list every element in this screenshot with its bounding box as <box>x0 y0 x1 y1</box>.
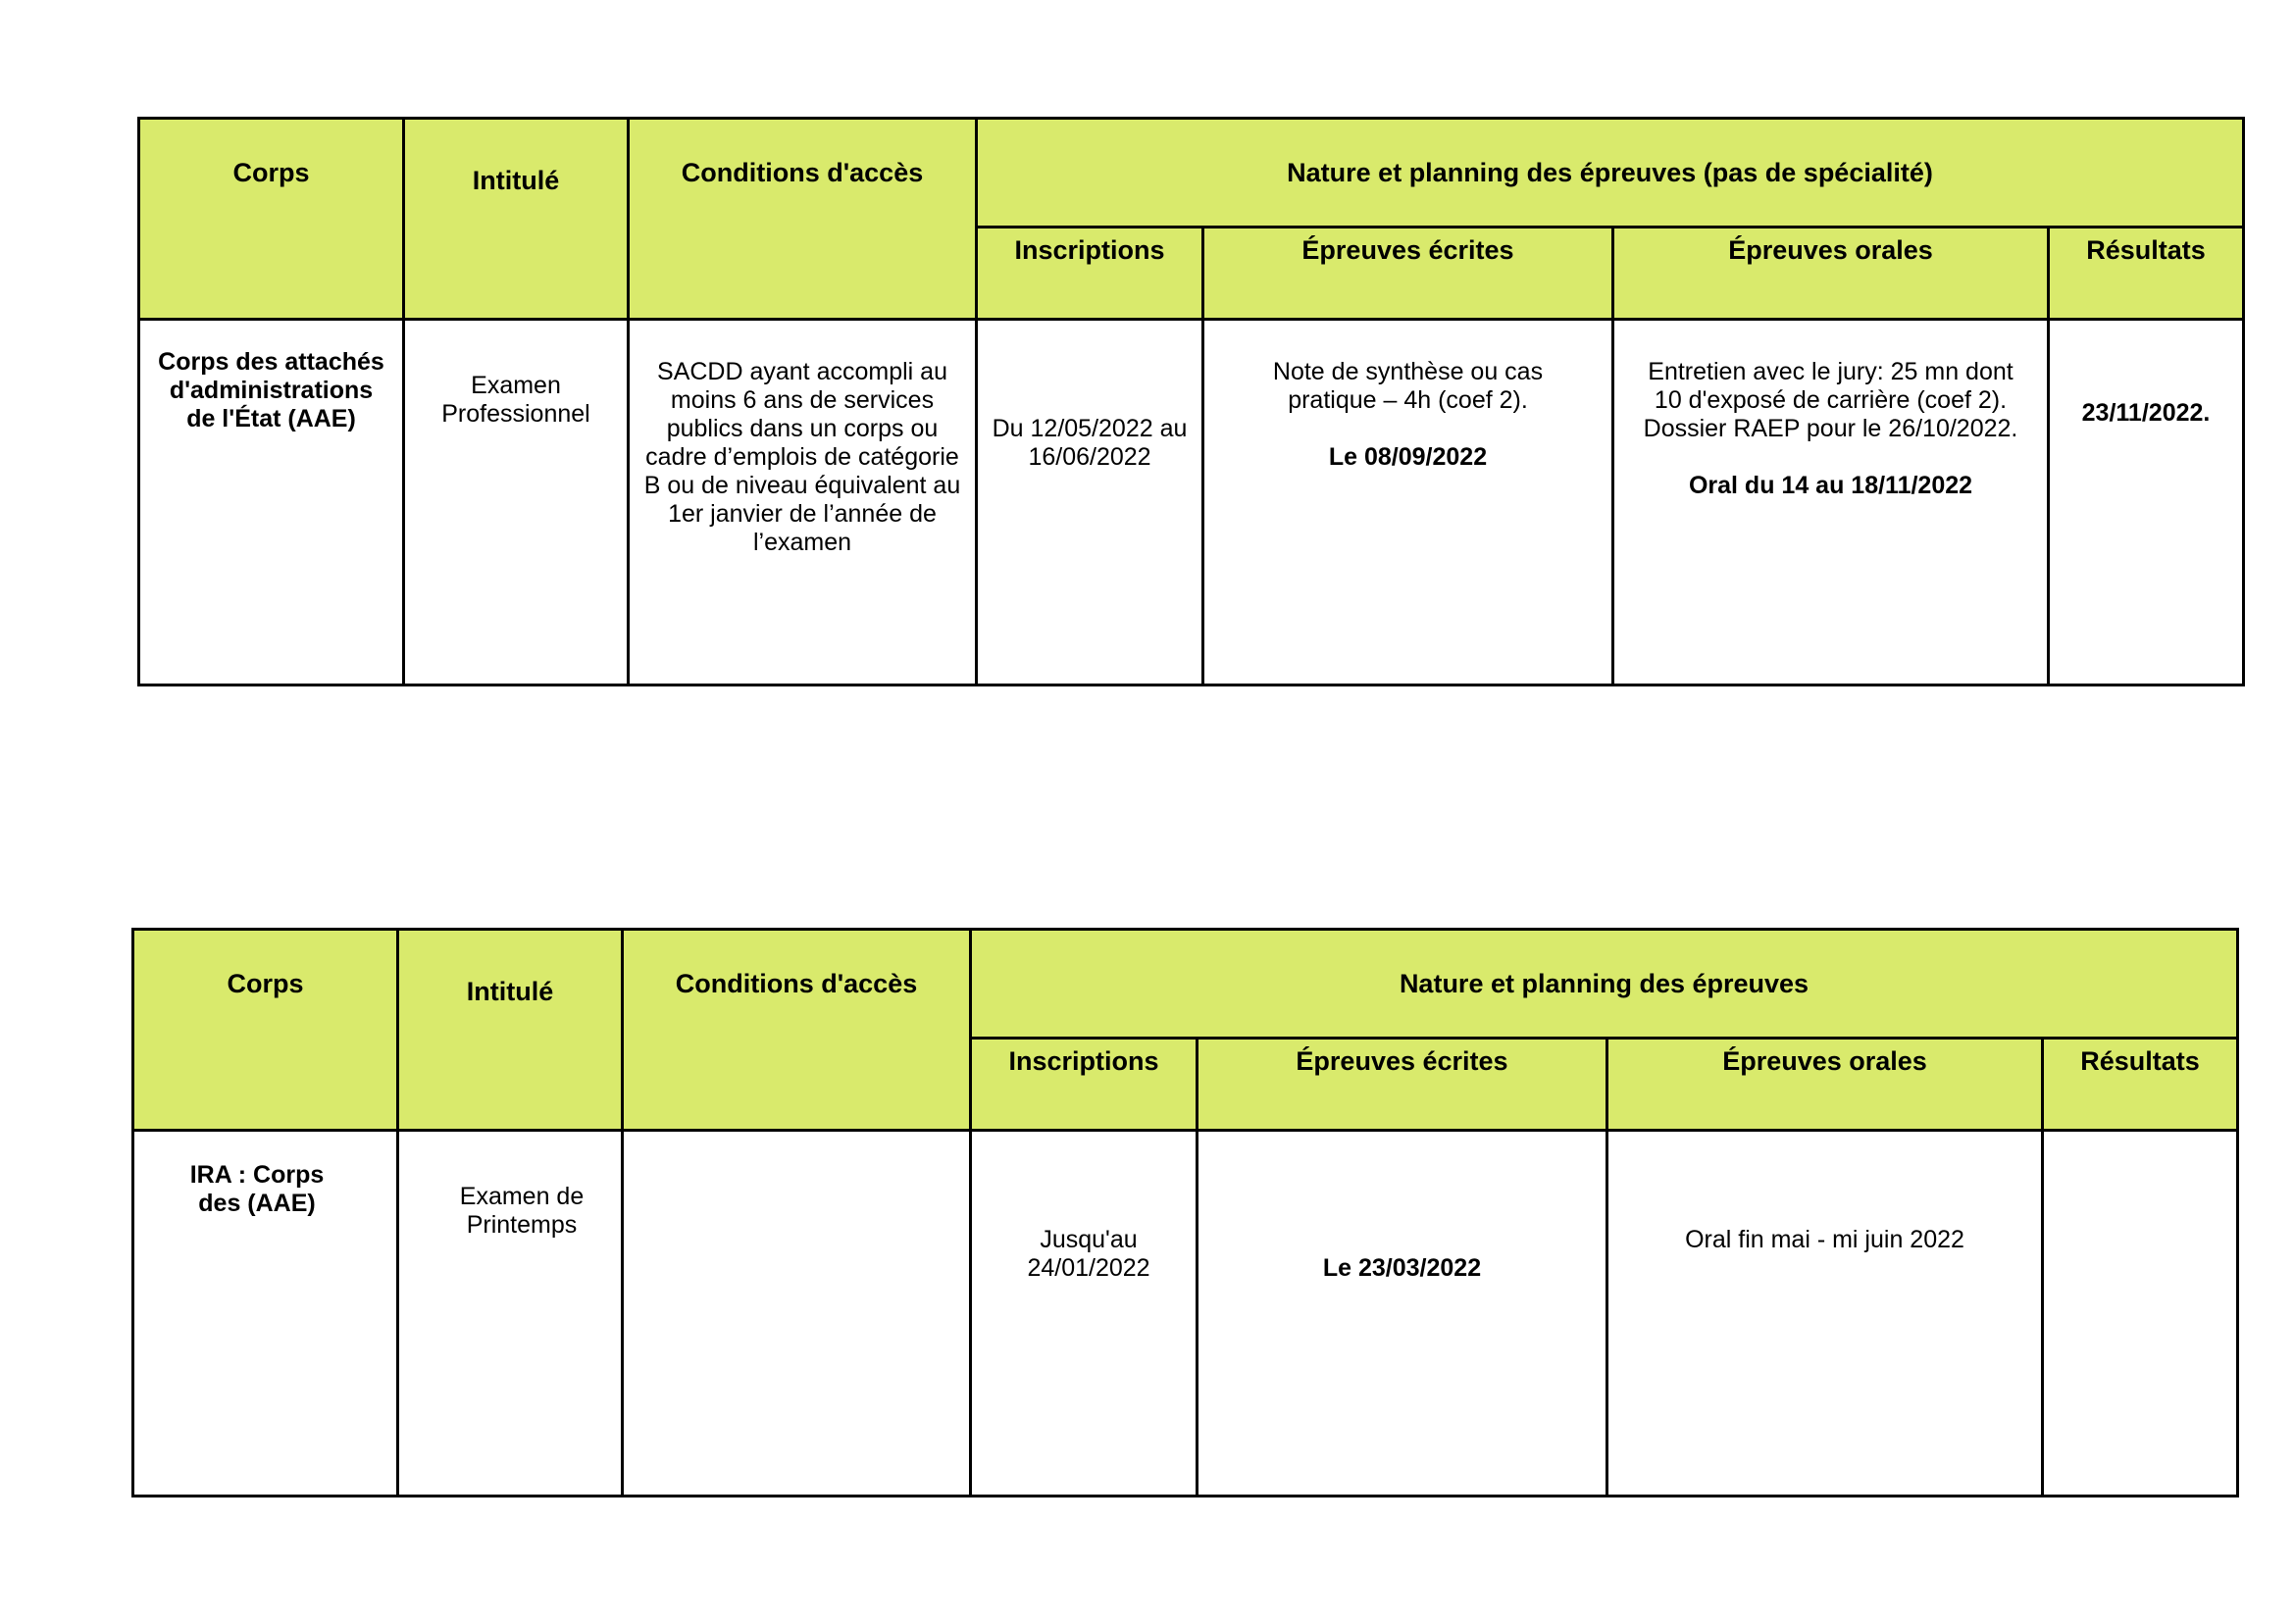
orales-description: Entretien avec le jury: 25 mn dont 10 d'exposé de carrière (coef 2). Dossier RAEP pour le 26/10/2022. <box>1643 358 2018 442</box>
header-epreuves-ecrites: Épreuves écrites <box>1203 228 1613 320</box>
cell-epreuves-ecrites: Le 23/03/2022 <box>1198 1131 1607 1497</box>
header-corps: Corps <box>133 930 398 1131</box>
cell-epreuves-ecrites <box>1203 320 1613 685</box>
cell-resultats <box>2043 1131 2238 1497</box>
header-intitule: Intitulé <box>398 930 623 1131</box>
cell-resultats: 23/11/2022. <box>2049 320 2244 685</box>
orales-date: Oral du 14 au 18/11/2022 <box>1688 472 1973 499</box>
header-conditions: Conditions d'accès <box>629 119 977 320</box>
header-intitule: Intitulé <box>404 119 629 320</box>
header-conditions: Conditions d'accès <box>623 930 971 1131</box>
cell-intitule: Examen Professionnel <box>404 320 629 685</box>
header-corps: Corps <box>139 119 404 320</box>
header-nature-planning: Nature et planning des épreuves <box>971 930 2238 1039</box>
cell-corps <box>133 1131 398 1497</box>
header-epreuves-orales: Épreuves orales <box>1613 228 2049 320</box>
corps-text: IRA : Corps des (AAE) <box>189 1161 325 1217</box>
cell-conditions: SACDD ayant accompli au moins 6 ans de services publics dans un corps ou cadre d’emplois de catégorie B ou de niveau équivalent au 1er janvier de l’année de l’examen <box>629 320 977 685</box>
header-resultats: Résultats <box>2043 1039 2238 1131</box>
header-inscriptions: Inscriptions <box>971 1039 1198 1131</box>
header-inscriptions: Inscriptions <box>977 228 1203 320</box>
exam-planning-table-ira <box>131 928 2239 1497</box>
header-nature-planning: Nature et planning des épreuves (pas de spécialité) <box>977 119 2244 228</box>
ecrites-date: Le 08/09/2022 <box>1328 443 1488 471</box>
exam-planning-table-professionnel <box>137 117 2245 686</box>
header-epreuves-orales: Épreuves orales <box>1607 1039 2043 1131</box>
cell-conditions <box>623 1131 971 1497</box>
cell-epreuves-orales: Oral fin mai - mi juin 2022 <box>1607 1131 2043 1497</box>
cell-epreuves-orales <box>1613 320 2049 685</box>
cell-inscriptions: Du 12/05/2022 au 16/06/2022 <box>977 320 1203 685</box>
header-resultats: Résultats <box>2049 228 2244 320</box>
intitule-text: Examen de Printemps <box>459 1183 585 1239</box>
cell-inscriptions: Jusqu'au 24/01/2022 <box>971 1131 1198 1497</box>
header-epreuves-ecrites: Épreuves écrites <box>1198 1039 1607 1131</box>
cell-intitule <box>398 1131 623 1497</box>
ecrites-description: Note de synthèse ou cas pratique – 4h (coef 2). <box>1272 358 1544 414</box>
cell-corps: Corps des attachés d'administrations de l'État (AAE) <box>139 320 404 685</box>
